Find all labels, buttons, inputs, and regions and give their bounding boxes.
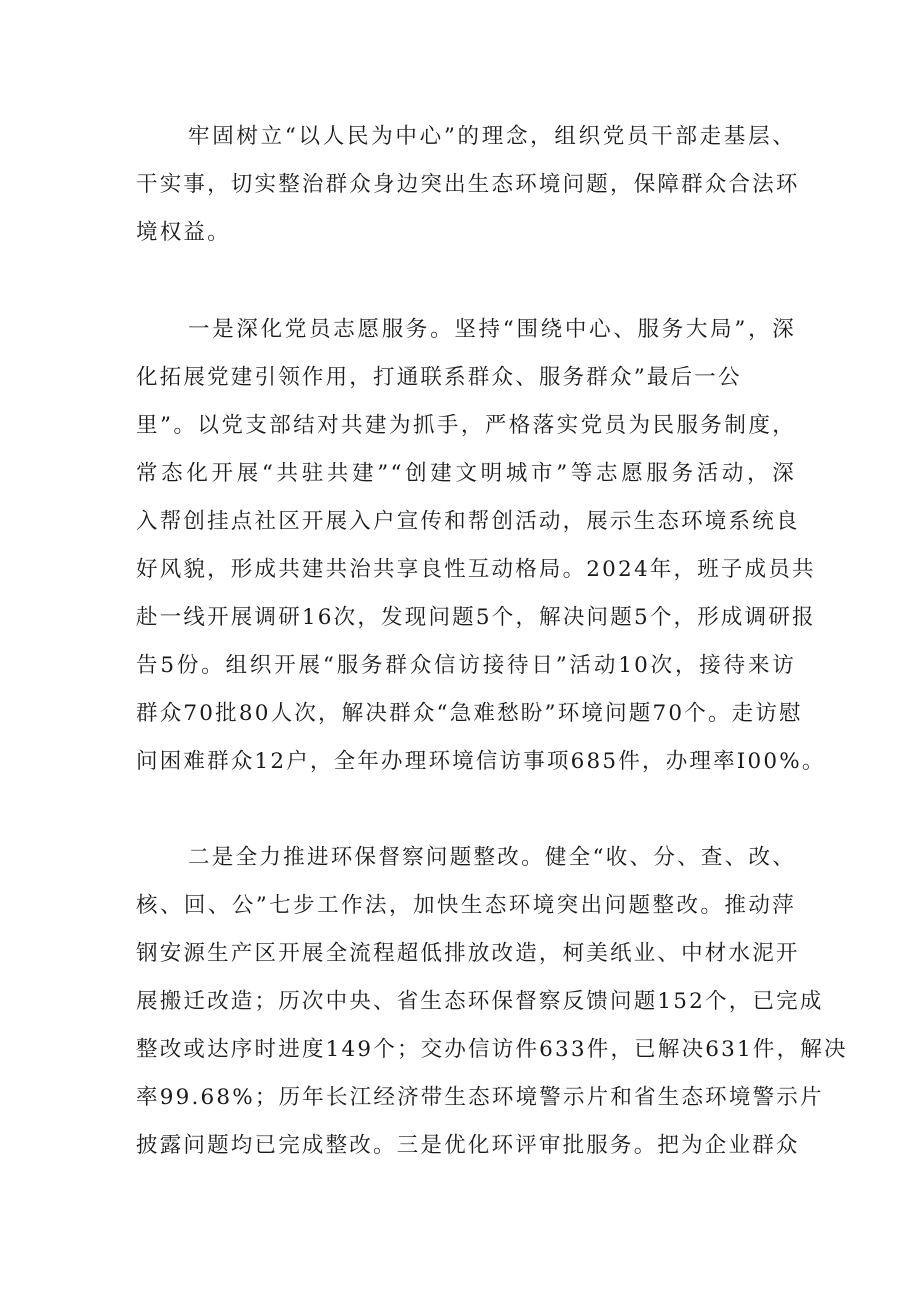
text-line: 里”。以党支部结对共建为抓手，严格落实党员为民服务制度， (136, 413, 796, 438)
text-line: 干实事，切实整治群众身边突出生态环境问题，保障群众合法环 (136, 172, 800, 197)
text-line: 化拓展党建引领作用，打通联系群众、服务群众”最后一公 (136, 365, 742, 390)
text-line: 境权益。 (136, 220, 231, 245)
text-line: 整改或达序时进度149个；交办信访件633件，已解决631件，解决 (136, 1037, 848, 1062)
text-line: 牢固树立“以人民为中心”的理念，组织党员干部走基层、 (188, 124, 796, 149)
text-line: 钢安源生产区开展全流程超低排放改造，柯美纸业、中材水泥开 (136, 941, 800, 966)
text-line: 率99.68%；历年长江经济带生态环境警示片和省生态环境警示片 (136, 1085, 824, 1110)
text-line: 常态化开展“共驻共建”“创建文明城市”等志愿服务活动，深 (136, 461, 796, 486)
paragraph-1 (136, 113, 800, 257)
text-line: 群众70批80人次，解决群众“急难愁盼”环境问题70个。走访慰 (136, 701, 803, 726)
paragraph-2 (136, 306, 826, 786)
text-line: 问困难群众12户，全年办理环境信访事项685件，办理率I00%。 (136, 749, 826, 774)
paragraph-3 (136, 834, 848, 1170)
text-line: 核、回、公”七步工作法，加快生态环境突出问题整改。推动萍 (136, 893, 796, 918)
text-line: 披露问题均已完成整改。三是优化环评审批服务。把为企业群众 (136, 1133, 800, 1158)
text-line: 入帮创挂点社区开展入户宣传和帮创活动，展示生态环境系统良 (136, 509, 800, 534)
text-line: 一是深化党员志愿服务。坚持“围绕中心、服务大局”，深 (188, 317, 796, 342)
text-line: 展搬迁改造；历次中央、省生态环保督察反馈问题152个，已完成 (136, 989, 824, 1014)
text-line: 告5份。组织开展“服务群众信访接待日”活动10次，接待来访 (136, 653, 796, 678)
text-line: 二是全力推进环保督察问题整改。健全“收、分、查、改、 (188, 845, 796, 870)
text-line: 好风貌，形成共建共治共享良性互动格局。2024年，班子成员共 (136, 557, 816, 582)
text-line: 赴一线开展调研16次，发现问题5个，解决问题5个，形成调研报 (136, 605, 816, 630)
